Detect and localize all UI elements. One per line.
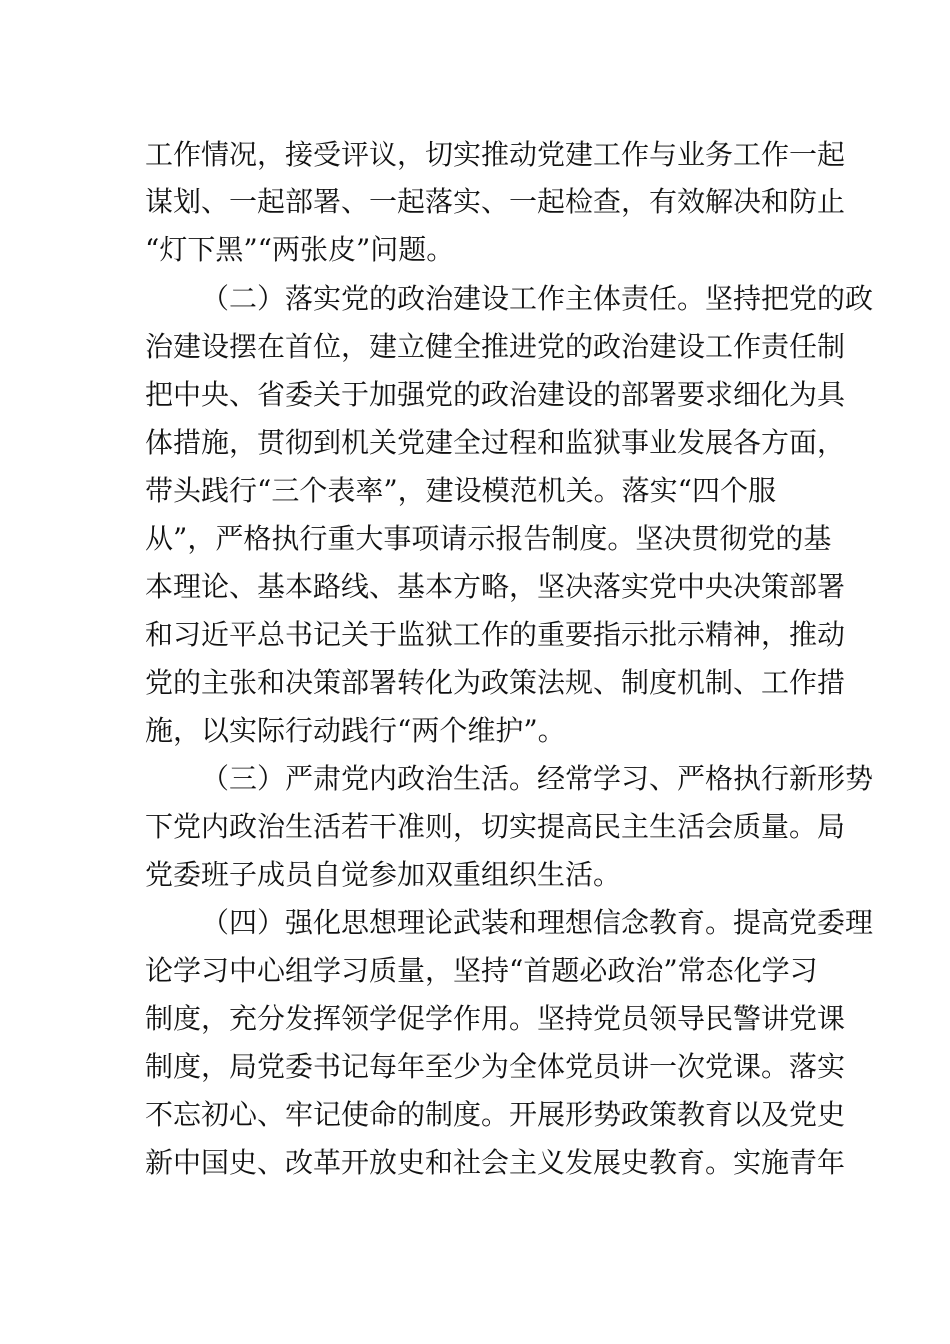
text-line: 制度，充分发挥领学促学作用。坚持党员领导民警讲党课: [145, 1002, 846, 1035]
text-line: 党的主张和决策部署转化为政策法规、制度机制、工作措: [145, 666, 846, 699]
text-line: 制度，局党委书记每年至少为全体党员讲一次党课。落实: [145, 1050, 846, 1083]
text-line: 新中国史、改革开放史和社会主义发展史教育。实施青年: [145, 1146, 846, 1179]
text-line: 施，以实际行动践行“两个维护”。: [145, 714, 566, 747]
text-line: 带头践行“三个表率”，建设模范机关。落实“四个服: [145, 474, 776, 507]
paragraph-heading-line: （二）落实党的政治建设工作主体责任。坚持把党的政: [201, 282, 874, 315]
text-line: 党委班子成员自觉参加双重组织生活。: [145, 858, 622, 891]
paragraph-heading-line: （四）强化思想理论武装和理想信念教育。提高党委理: [201, 906, 874, 939]
text-line: 从”，严格执行重大事项请示报告制度。坚决贯彻党的基: [145, 522, 832, 555]
text-line: “灯下黑”“两张皮”问题。: [145, 233, 455, 266]
text-line: 下党内政治生活若干准则，切实提高民主生活会质量。局: [145, 810, 846, 843]
text-line: 工作情况，接受评议，切实推动党建工作与业务工作一起: [145, 138, 846, 171]
text-line: 治建设摆在首位，建立健全推进党的政治建设工作责任制: [145, 330, 846, 363]
text-line: 把中央、省委关于加强党的政治建设的部署要求细化为具: [145, 378, 846, 411]
paragraph-heading-line: （三）严肃党内政治生活。经常学习、严格执行新形势: [201, 762, 874, 795]
text-line: 和习近平总书记关于监狱工作的重要指示批示精神，推动: [145, 618, 846, 651]
text-line: 谋划、一起部署、一起落实、一起检查，有效解决和防止: [145, 185, 846, 218]
text-line: 论学习中心组学习质量，坚持“首题必政治”常态化学习: [145, 954, 818, 987]
text-line: 体措施，贯彻到机关党建全过程和监狱事业发展各方面，: [145, 426, 846, 459]
text-line: 不忘初心、牢记使命的制度。开展形势政策教育以及党史: [145, 1098, 846, 1131]
text-line: 本理论、基本路线、基本方略，坚决落实党中央决策部署: [145, 570, 846, 603]
